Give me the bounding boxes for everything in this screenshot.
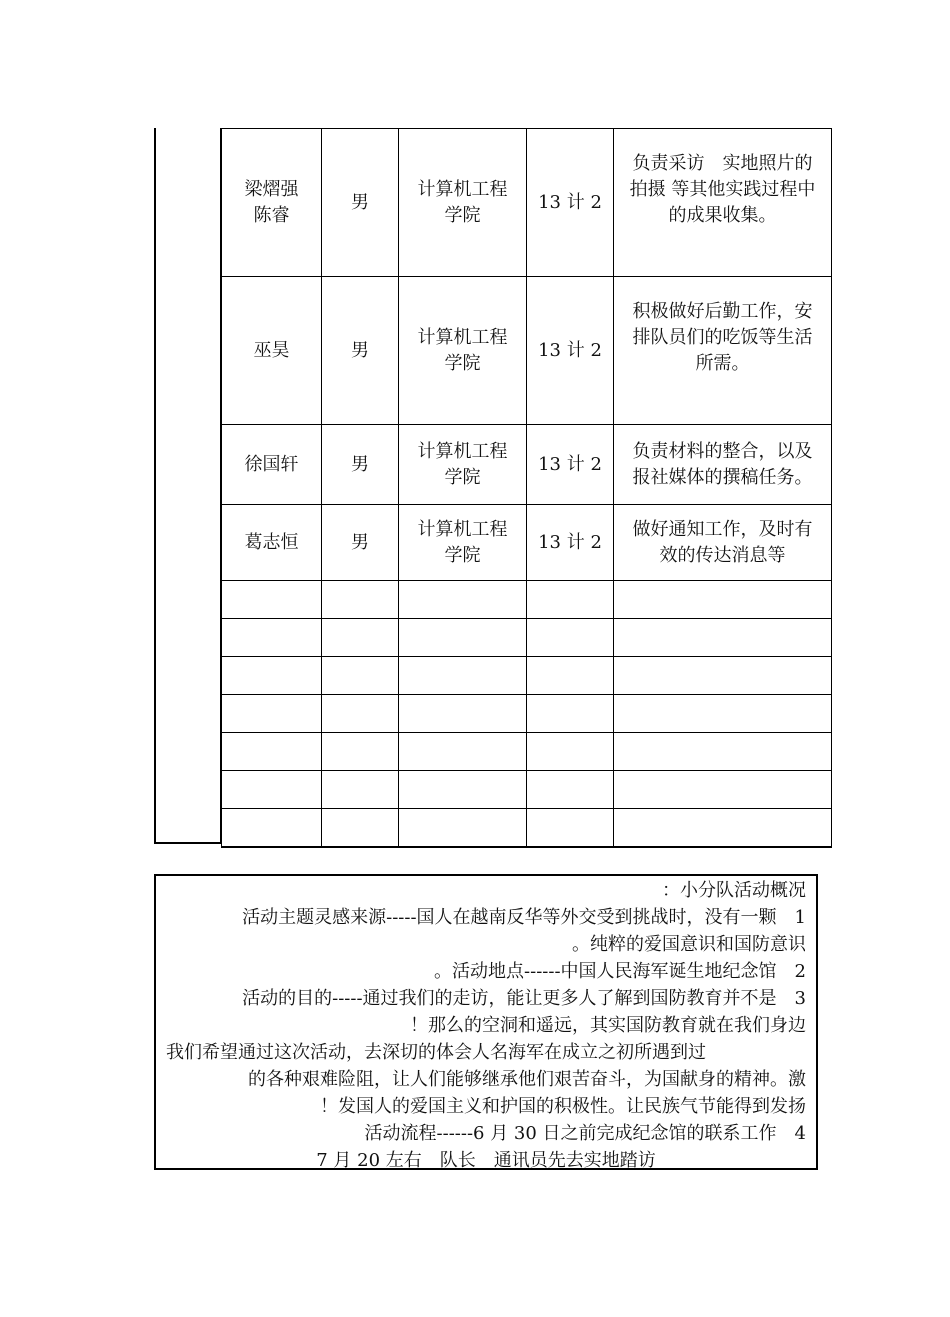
member-duty: 负责材料的整合，以及报社媒体的撰稿任务。 — [614, 425, 832, 505]
empty-row — [222, 771, 832, 809]
member-name — [222, 129, 322, 277]
member-duty: 做好通知工作，及时有效的传达消息等 — [614, 505, 832, 581]
empty-row — [222, 619, 832, 657]
empty-row — [222, 733, 832, 771]
member-name: 巫昊 — [222, 277, 322, 425]
summary-line: 。活动地点------中国人民海军诞生地纪念馆 2 — [434, 961, 806, 982]
summary-line: ！那么的空洞和遥远，其实国防教育就在我们身边 — [410, 1015, 806, 1036]
summary-line: 活动的目的-----通过我们的走访，能让更多人了解到国防教育并不是 3 — [242, 988, 806, 1009]
member-college: 计算机工程 学院 — [399, 505, 527, 581]
table-row — [222, 129, 832, 277]
summary-line: 活动主题灵感来源-----国人在越南反华等外交受到挑战时，没有一颗 1 — [242, 907, 806, 928]
table-row — [222, 505, 832, 581]
summary-line: 的各种艰难险阻，让人们能够继承他们艰苦奋斗，为国献身的精神。激 — [248, 1069, 806, 1090]
activity-summary-box — [154, 874, 818, 1170]
member-college: 计算机工程 学院 — [399, 277, 527, 425]
member-table — [221, 128, 832, 848]
member-name-1: 梁熠强 陈睿 — [244, 178, 299, 226]
member-gender: 男 — [322, 505, 399, 581]
member-name: 葛志恒 — [222, 505, 322, 581]
summary-line: 活动流程------6 月 30 日之前完成纪念馆的联系工作 4 — [364, 1123, 806, 1144]
empty-row — [222, 581, 832, 619]
member-college: 计算机工程 学院 — [399, 425, 527, 505]
summary-line: 7 月 20 左右 队长 通讯员先去实地踏访 — [316, 1150, 656, 1171]
member-class: 13 计 2 — [527, 505, 614, 581]
summary-line: 我们希望通过这次活动，去深切的体会人名海军在成立之初所遇到过 — [166, 1042, 706, 1063]
member-gender: 男 — [322, 425, 399, 505]
table-row — [222, 425, 832, 505]
member-duty: 积极做好后勤工作，安排队员们的吃饭等生活所需。 — [614, 277, 832, 425]
table-left-column — [154, 128, 221, 844]
summary-line: 。纯粹的爱国意识和国防意识 — [572, 934, 806, 955]
member-class: 13 计 2 — [527, 277, 614, 425]
empty-row — [222, 695, 832, 733]
summary-line: ！发国人的爱国主义和护国的积极性。让民族气节能得到发扬 — [320, 1096, 806, 1117]
summary-heading: ：小分队活动概况 — [662, 880, 806, 901]
empty-row — [222, 657, 832, 695]
member-class: 13 计 2 — [527, 425, 614, 505]
member-college: 计算机工程 学院 — [399, 129, 527, 277]
member-gender: 男 — [322, 277, 399, 425]
member-class: 13 计 2 — [527, 129, 614, 277]
table-row — [222, 277, 832, 425]
member-name: 徐国轩 — [222, 425, 322, 505]
member-duty: 负责采访 实地照片的拍摄 等其他实践过程中的成果收集。 — [614, 129, 832, 277]
member-gender: 男 — [322, 129, 399, 277]
empty-row — [222, 809, 832, 847]
